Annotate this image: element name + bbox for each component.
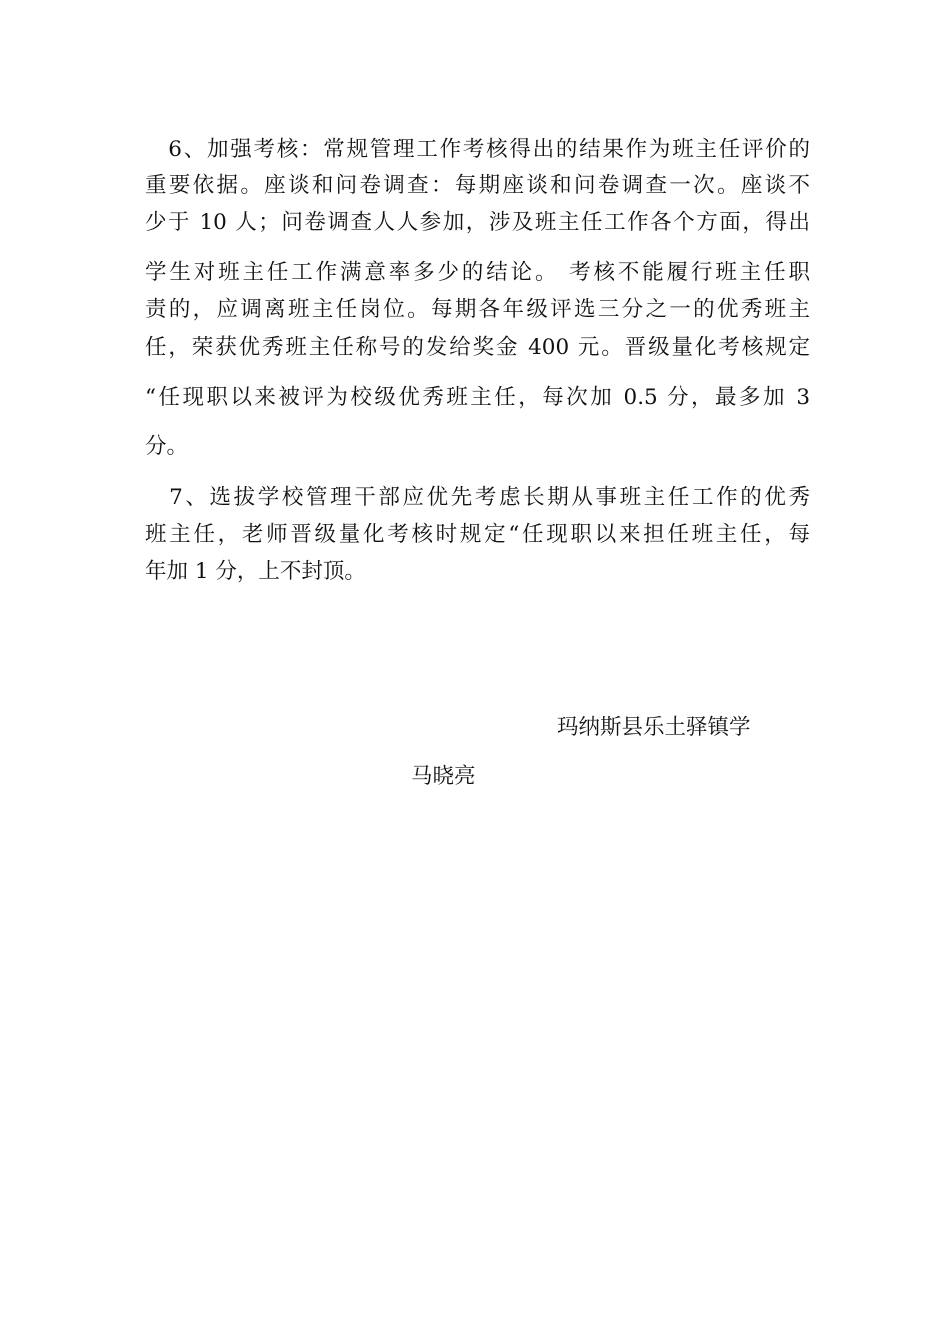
paragraph-6-line-6: 任，荣获优秀班主任称号的发给奖金 400 元。晋级量化考核规定 <box>145 335 810 360</box>
paragraph-6-line-1: 6、加强考核：常规管理工作考核得出的结果作为班主任评价的 <box>145 137 810 162</box>
paragraph-7-line-3: 年加 1 分，上不封顶。 <box>145 559 366 584</box>
paragraph-6-line-5: 责的，应调离班主任岗位。每期各年级评选三分之一的优秀班主 <box>145 297 810 322</box>
paragraph-6-line-2: 重要依据。座谈和问卷调查：每期座谈和问卷调查一次。座谈不 <box>145 173 810 198</box>
paragraph-6-line-7: “任现职以来被评为校级优秀班主任，每次加 0.5 分，最多加 3 <box>145 385 810 410</box>
signature-organization: 玛纳斯县乐土驿镇学 <box>557 715 751 740</box>
paragraph-6-line-8: 分。 <box>145 434 189 459</box>
paragraph-6-line-4: 学生对班主任工作满意率多少的结论。 考核不能履行班主任职 <box>145 260 810 285</box>
paragraph-7-line-2: 班主任，老师晋级量化考核时规定“任现职以来担任班主任，每 <box>145 522 810 547</box>
paragraph-6-line-3: 少于 10 人；问卷调查人人参加，涉及班主任工作各个方面，得出 <box>145 210 810 235</box>
paragraph-7-line-1: 7、选拔学校管理干部应优先考虑长期从事班主任工作的优秀 <box>145 485 810 510</box>
signature-name: 马晓亮 <box>411 764 476 789</box>
